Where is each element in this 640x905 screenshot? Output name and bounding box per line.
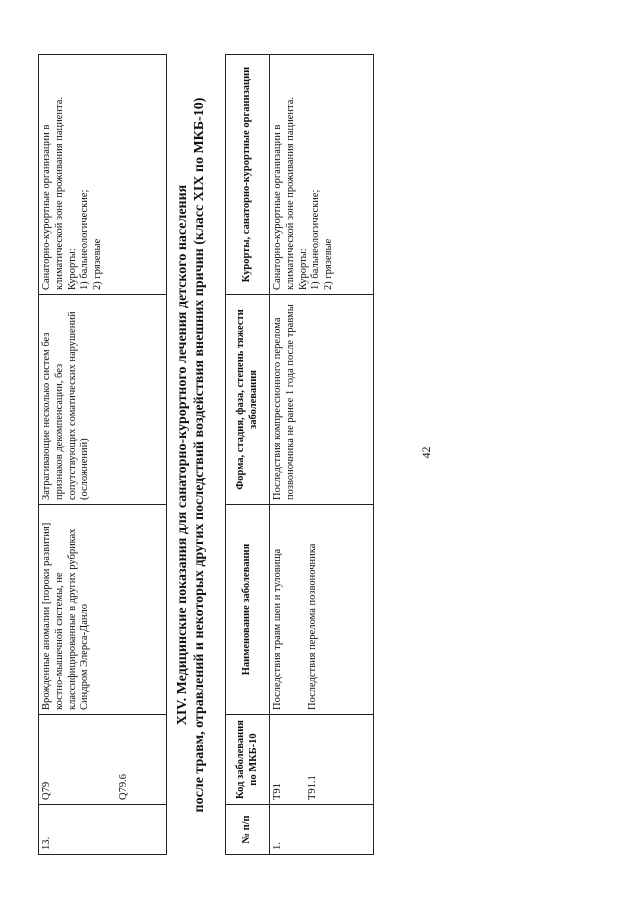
disease-form: Последствия компрессионного перелома позвоночника не ранее 1 года после травмы <box>270 295 374 505</box>
page-number: 42 <box>419 446 433 459</box>
table-row <box>270 55 374 855</box>
icd-code-cell <box>39 715 167 805</box>
resort-line: Курорты: <box>66 248 78 290</box>
header-num: № п/п <box>226 805 270 855</box>
disease-name-cell <box>270 505 374 715</box>
resort-line: Курорты: <box>297 248 309 290</box>
resort-cell <box>39 55 167 295</box>
resort-line: 2) грязевые <box>92 238 104 290</box>
header-resort: Курорты, санаторно-курортные организации <box>226 55 270 295</box>
row-number: 13. <box>39 805 167 855</box>
resort-line: Санаторно-курортные организации в климатической зоне проживания пациента. <box>41 97 65 290</box>
table-header-row <box>226 55 270 855</box>
disease-name: Врожденные аномалии [пороки развития] костно-мышечной системы, не классифицированные в других рубриках <box>41 522 78 710</box>
resort-line: Санаторно-курортные организации в климатической зоне проживания пациента. <box>272 97 296 290</box>
icd-code: T91 <box>272 783 283 800</box>
disease-subname: Синдром Элерса-Данло <box>79 604 91 710</box>
resort-cell <box>270 55 374 295</box>
disease-form: Затрагивающие несколько систем без признаков декомпенсации, без сопутствующих соматических нарушений (осложнений) <box>39 295 167 505</box>
resort-line: 1) бальнеологические; <box>310 189 322 290</box>
header-code: Код заболевания по МКБ-10 <box>226 715 270 805</box>
row-number: 1. <box>270 805 374 855</box>
resort-line: 1) бальнеологические; <box>79 189 91 290</box>
header-form: Форма, стадия, фаза, степень тяжести заболевания <box>226 295 270 505</box>
continued-table <box>38 54 167 855</box>
section-title: XIV. Медицинские показания для санаторно-курортного лечения детского населения <box>175 184 190 726</box>
icd-code: Q79 <box>41 781 52 800</box>
disease-name: Последствия травм шеи и туловища <box>272 548 283 710</box>
icd-subcode: Q79.6 <box>117 774 129 800</box>
disease-name-cell <box>39 505 167 715</box>
icd-code-cell <box>270 715 374 805</box>
indications-table <box>225 54 374 855</box>
section-subtitle: после травм, отравлений и некоторых других последствий воздействия внешних причин (класс XIX по МКБ-10) <box>192 97 207 813</box>
icd-subcode: T91.1 <box>306 775 318 800</box>
disease-subname: Последствия перелома позвоночника <box>306 543 318 710</box>
resort-line: 2) грязевые <box>323 238 335 290</box>
table-row <box>39 55 167 855</box>
header-name: Наименование заболевания <box>226 505 270 715</box>
